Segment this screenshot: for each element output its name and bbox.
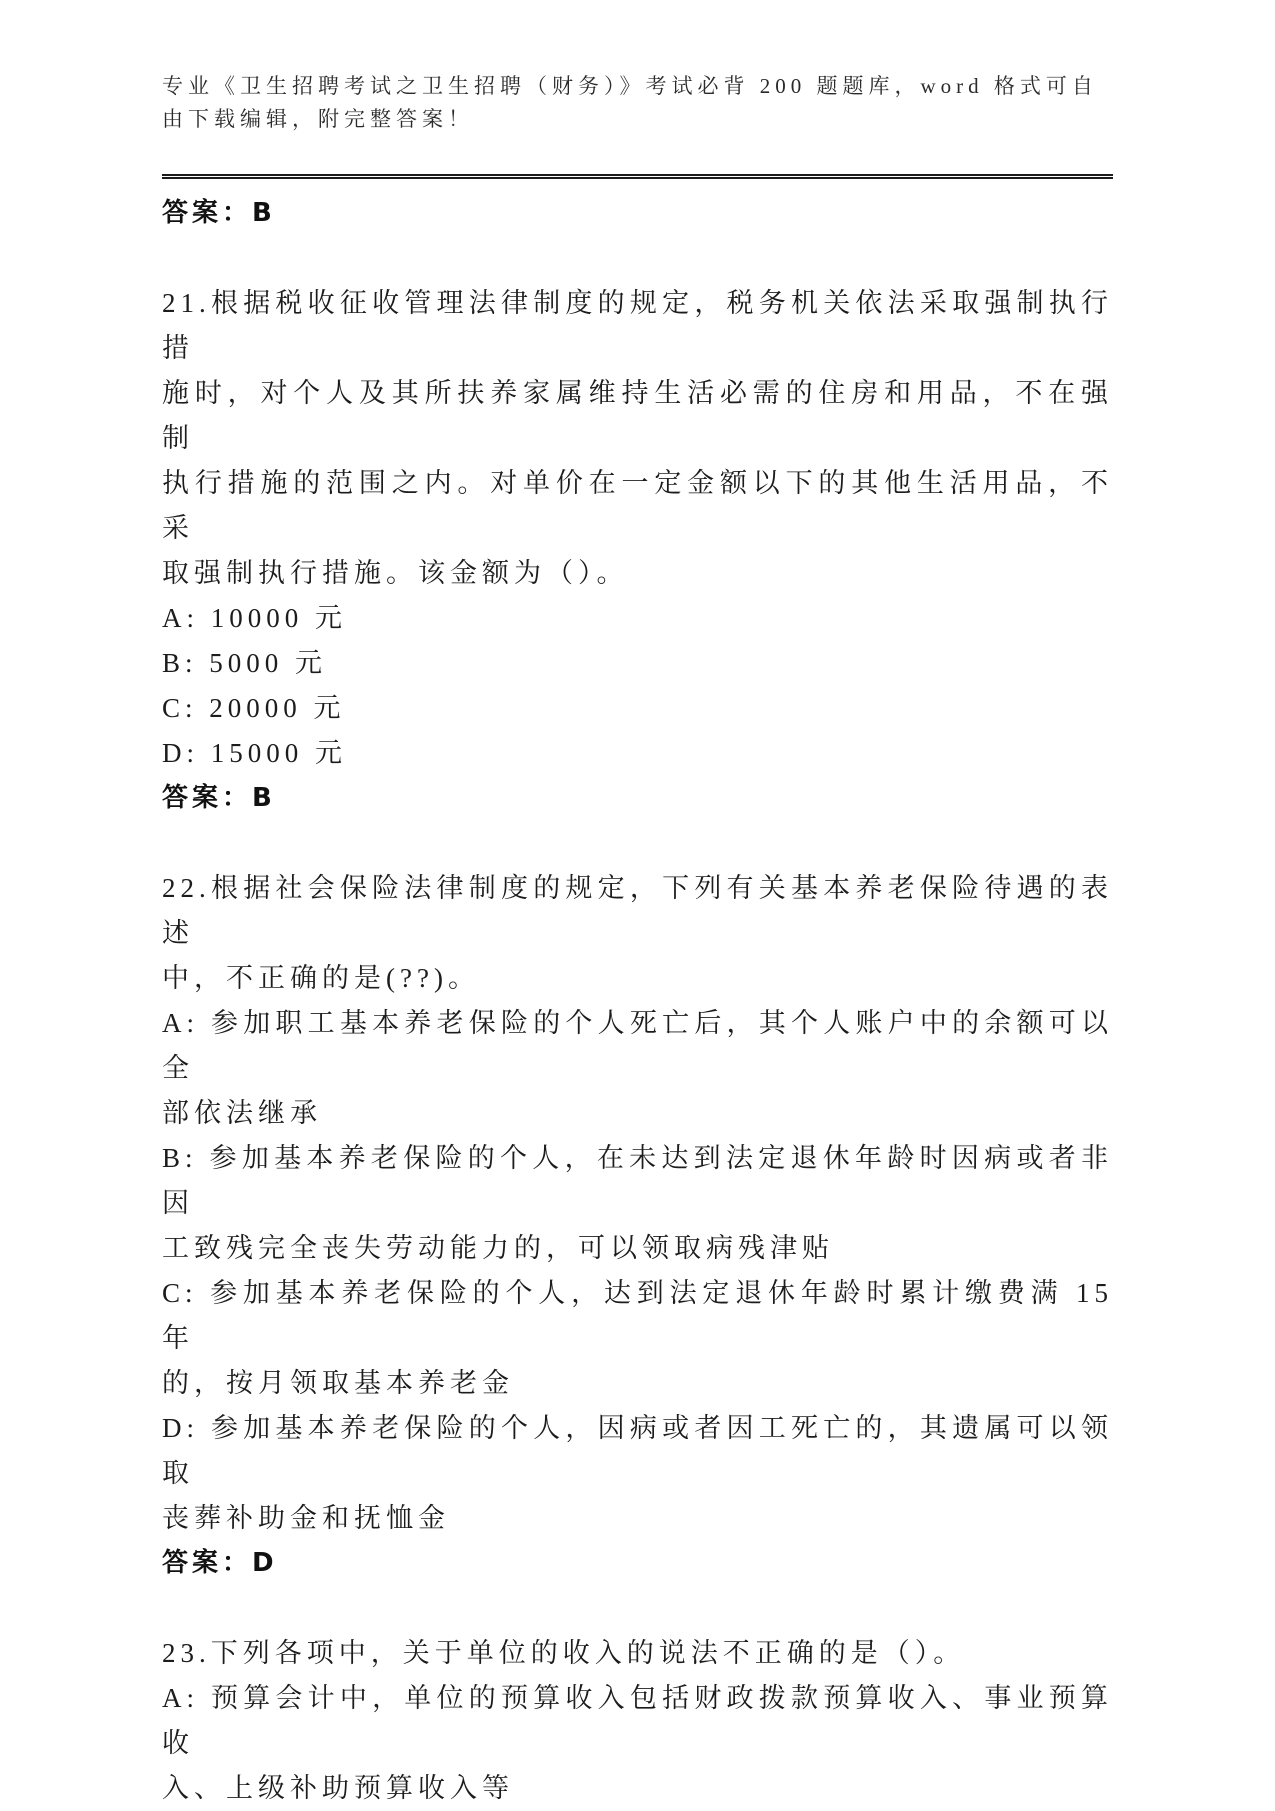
question-21-options: [162, 596, 1113, 776]
option-line: 丧葬补助金和抚恤金: [162, 1503, 450, 1533]
question-23-options: [162, 1676, 1113, 1811]
option-line: C: 参加基本养老保险的个人，达到法定退休年龄时累计缴费满 15 年: [162, 1278, 1113, 1353]
option-a: [162, 1001, 1113, 1136]
answer-line-top: 答案：B: [162, 198, 276, 228]
question-22-options: [162, 1001, 1113, 1541]
option-a: [162, 1676, 1113, 1811]
question-21-answer: 答案：B: [162, 783, 276, 813]
stem-line: 中，不正确的是(??)。: [162, 963, 480, 993]
stem-line: 21.根据税收征收管理法律制度的规定，税务机关依法采取强制执行措: [162, 288, 1113, 363]
content-column: [162, 0, 1113, 1811]
question-23-stem: [162, 1631, 1113, 1676]
question-22: [162, 866, 1113, 1586]
question-22-stem: [162, 866, 1113, 1001]
option-c: [162, 1271, 1113, 1406]
header-title-line-2: 由下载编辑，附完整答案！: [162, 107, 474, 131]
option-line: 的，按月领取基本养老金: [162, 1368, 514, 1398]
stem-line: 22.根据社会保险法律制度的规定，下列有关基本养老保险待遇的表述: [162, 873, 1113, 948]
header-title-line-1: 专业《卫生招聘考试之卫生招聘（财务）》考试必背 200 题题库，word 格式可自: [162, 74, 1098, 98]
stem-line: 23.下列各项中，关于单位的收入的说法不正确的是（）。: [162, 1638, 966, 1668]
option-line: 部依法继承: [162, 1098, 322, 1128]
option-d: [162, 1406, 1113, 1541]
option-c: C: 20000 元: [162, 693, 346, 723]
stem-line: 执行措施的范围之内。对单价在一定金额以下的其他生活用品，不采: [162, 468, 1113, 543]
stem-line: 施时，对个人及其所扶养家属维持生活必需的住房和用品，不在强制: [162, 378, 1113, 453]
question-21-stem: [162, 281, 1113, 596]
question-21: [162, 281, 1113, 821]
option-b: [162, 1136, 1113, 1271]
question-23: [162, 1631, 1113, 1811]
page-header: [162, 0, 1113, 179]
document-body: [162, 179, 1113, 1811]
option-b: B: 5000 元: [162, 648, 328, 678]
option-line: D: 参加基本养老保险的个人，因病或者因工死亡的，其遗属可以领取: [162, 1413, 1113, 1488]
option-a: A: 10000 元: [162, 603, 347, 633]
option-line: A: 参加职工基本养老保险的个人死亡后，其个人账户中的余额可以全: [162, 1008, 1113, 1083]
option-line: A: 预算会计中，单位的预算收入包括财政拨款预算收入、事业预算收: [162, 1683, 1113, 1758]
stem-line: 取强制执行措施。该金额为（）。: [162, 558, 629, 588]
option-line: 工致残完全丧失劳动能力的，可以领取病残津贴: [162, 1233, 834, 1263]
option-line: B: 参加基本养老保险的个人，在未达到法定退休年龄时因病或者非因: [162, 1143, 1113, 1218]
option-d: D: 15000 元: [162, 738, 347, 768]
question-22-answer: 答案：D: [162, 1548, 278, 1578]
option-line: 入、上级补助预算收入等: [162, 1773, 514, 1803]
